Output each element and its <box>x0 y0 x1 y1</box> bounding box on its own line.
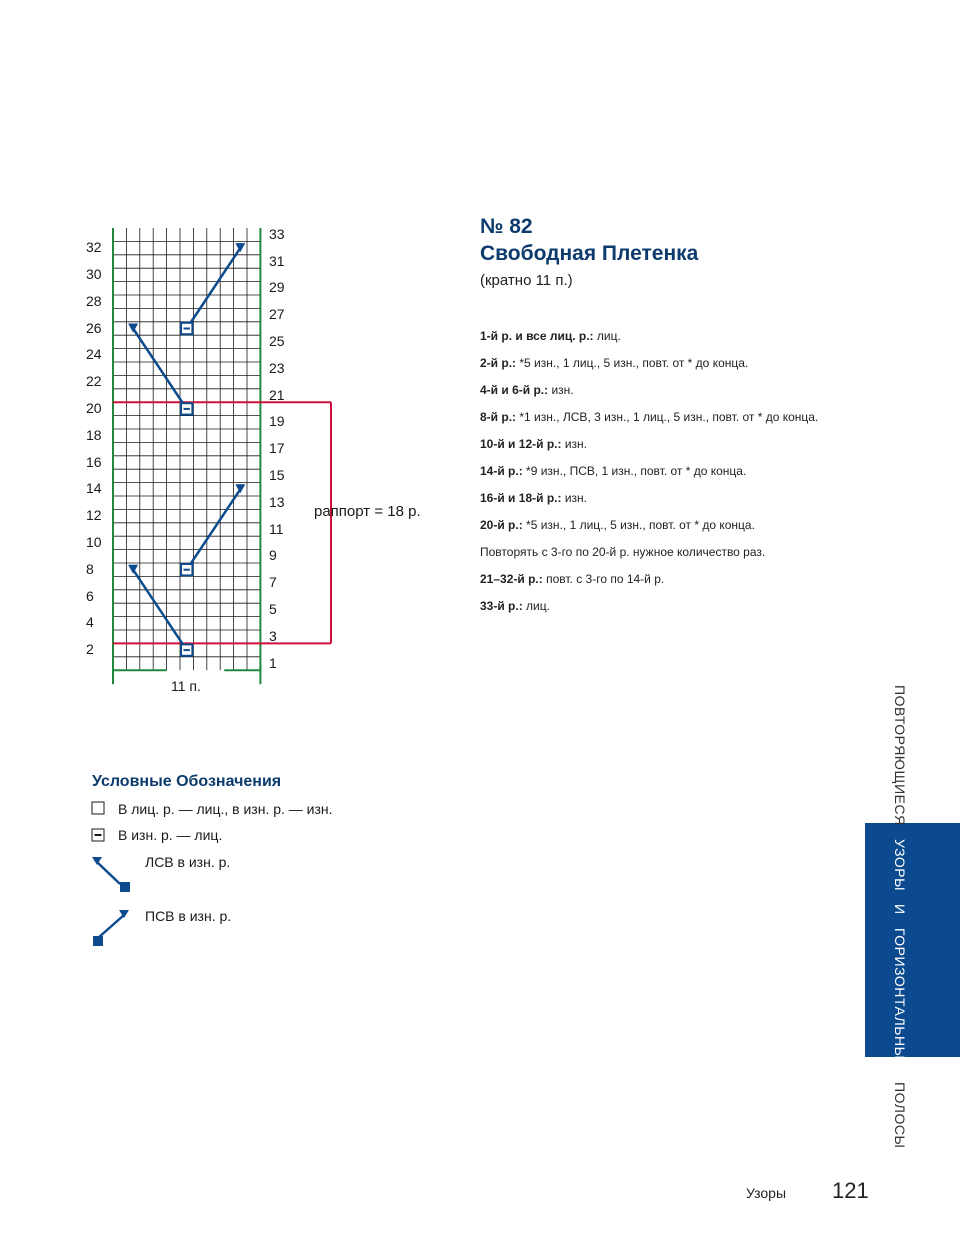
instruction-label: 20-й р.: <box>480 518 523 532</box>
row-number: 22 <box>86 373 102 390</box>
row-number: 25 <box>269 332 285 349</box>
pattern-name: Свободная Плетенка <box>480 242 699 265</box>
instruction-row <box>480 491 587 505</box>
row-number: 16 <box>86 453 102 470</box>
instruction-text: *9 изн., ПСВ, 1 изн., повт. от * до конца. <box>522 464 747 478</box>
row-number: 27 <box>269 306 285 323</box>
row-number: 26 <box>86 319 102 336</box>
row-number: 32 <box>86 239 102 256</box>
row-number: 5 <box>269 600 277 617</box>
instruction-row <box>480 518 755 532</box>
pattern-multiple: (кратно 11 п.) <box>480 272 573 289</box>
repeat-label: раппорт = 18 р. <box>314 503 421 520</box>
instruction-row <box>480 329 621 343</box>
row-number: 9 <box>269 547 277 564</box>
empty-square-icon <box>92 802 104 814</box>
legend-item-text: В изн. р. — лиц. <box>118 827 223 843</box>
section-word: УЗОРЫ <box>892 838 908 891</box>
instruction-text: изн. <box>561 491 587 505</box>
instruction-label: 16-й и 18-й р.: <box>480 491 562 505</box>
legend-item-text: ЛСВ в изн. р. <box>145 854 231 870</box>
footer-section-name: Узоры <box>746 1185 787 1201</box>
instruction-row <box>480 383 574 397</box>
row-number: 31 <box>269 252 285 269</box>
instruction-text: лиц. <box>593 329 621 343</box>
cable-arrow-icon <box>128 324 138 333</box>
legend-item-text: ПСВ в изн. р. <box>145 908 232 924</box>
instruction-row <box>480 464 746 478</box>
row-number: 8 <box>86 560 94 577</box>
row-number: 10 <box>86 533 102 550</box>
row-number: 33 <box>269 225 285 242</box>
row-number: 18 <box>86 426 102 443</box>
row-number: 7 <box>269 574 277 591</box>
legend-title: Условные Обозначения <box>92 773 282 790</box>
row-number: 17 <box>269 440 285 457</box>
row-number: 29 <box>269 279 285 296</box>
right-cross-line <box>187 489 241 569</box>
row-number: 3 <box>269 627 277 644</box>
row-number: 12 <box>86 507 102 524</box>
left-cross-icon <box>92 857 130 892</box>
row-number: 4 <box>86 614 94 631</box>
row-number: 21 <box>269 386 285 403</box>
cable-arrow-icon <box>235 484 245 493</box>
instruction-row <box>480 545 765 559</box>
chart-width-label: 11 п. <box>171 678 201 694</box>
instruction-row <box>480 599 550 613</box>
row-number: 6 <box>86 587 94 604</box>
section-word: ГОРИЗОНТАЛЬНЫЕ <box>892 927 908 1070</box>
right-cross-line <box>187 248 241 328</box>
instruction-text: Повторять с 3-го по 20-й р. нужное количество раз. <box>480 545 766 559</box>
section-word: ПОЛОСЫ <box>892 1082 908 1149</box>
cable-arrow-icon <box>235 243 245 252</box>
right-cross-icon <box>93 910 129 946</box>
row-number: 2 <box>86 641 94 658</box>
instruction-label: 21–32-й р.: <box>480 572 543 586</box>
instruction-row <box>480 410 818 424</box>
section-word: И <box>892 904 908 915</box>
instruction-label: 33-й р.: <box>480 599 523 613</box>
instruction-label: 14-й р.: <box>480 464 523 478</box>
section-word: ПОВТОРЯЮЩИЕСЯ <box>892 685 908 826</box>
minus-square-icon <box>92 829 104 841</box>
instruction-text: *5 изн., 1 лиц., 5 изн., повт. от * до конца. <box>522 518 755 532</box>
row-number: 11 <box>269 520 284 537</box>
instruction-text: повт. с 3-го по 14-й р. <box>542 572 665 586</box>
instruction-label: 8-й р.: <box>480 410 517 424</box>
instruction-row <box>480 356 748 370</box>
instruction-text: лиц. <box>522 599 550 613</box>
row-number: 23 <box>269 359 285 376</box>
instruction-label: 4-й и 6-й р.: <box>480 383 549 397</box>
page-number: 121 <box>832 1178 869 1203</box>
instruction-row <box>480 572 664 586</box>
section-tab <box>865 823 960 1057</box>
instruction-row <box>480 437 587 451</box>
row-number: 15 <box>269 466 285 483</box>
row-number: 13 <box>269 493 285 510</box>
row-number: 30 <box>86 265 102 282</box>
instruction-text: *5 изн., 1 лиц., 5 изн., повт. от * до конца. <box>516 356 749 370</box>
left-cross-line <box>133 329 187 409</box>
row-number: 28 <box>86 292 102 309</box>
instruction-text: изн. <box>548 383 574 397</box>
legend-icons <box>88 798 138 958</box>
row-number: 14 <box>86 480 102 497</box>
instruction-label: 10-й и 12-й р.: <box>480 437 562 451</box>
section-tab-label <box>888 685 912 1149</box>
instruction-text: изн. <box>561 437 587 451</box>
instruction-label: 1-й р. и все лиц. р.: <box>480 329 594 343</box>
legend-item-text: В лиц. р. — лиц., в изн. р. — изн. <box>118 801 333 817</box>
row-number: 20 <box>86 399 102 416</box>
row-number: 1 <box>269 654 277 671</box>
left-cross-line <box>133 570 187 650</box>
instruction-text: *1 изн., ЛСВ, 3 изн., 1 лиц., 5 изн., повт. от * до конца. <box>516 410 819 424</box>
row-number: 19 <box>269 413 285 430</box>
pattern-number: № 82 <box>480 215 533 238</box>
instruction-label: 2-й р.: <box>480 356 517 370</box>
row-number: 24 <box>86 346 102 363</box>
cable-arrow-icon <box>128 565 138 574</box>
